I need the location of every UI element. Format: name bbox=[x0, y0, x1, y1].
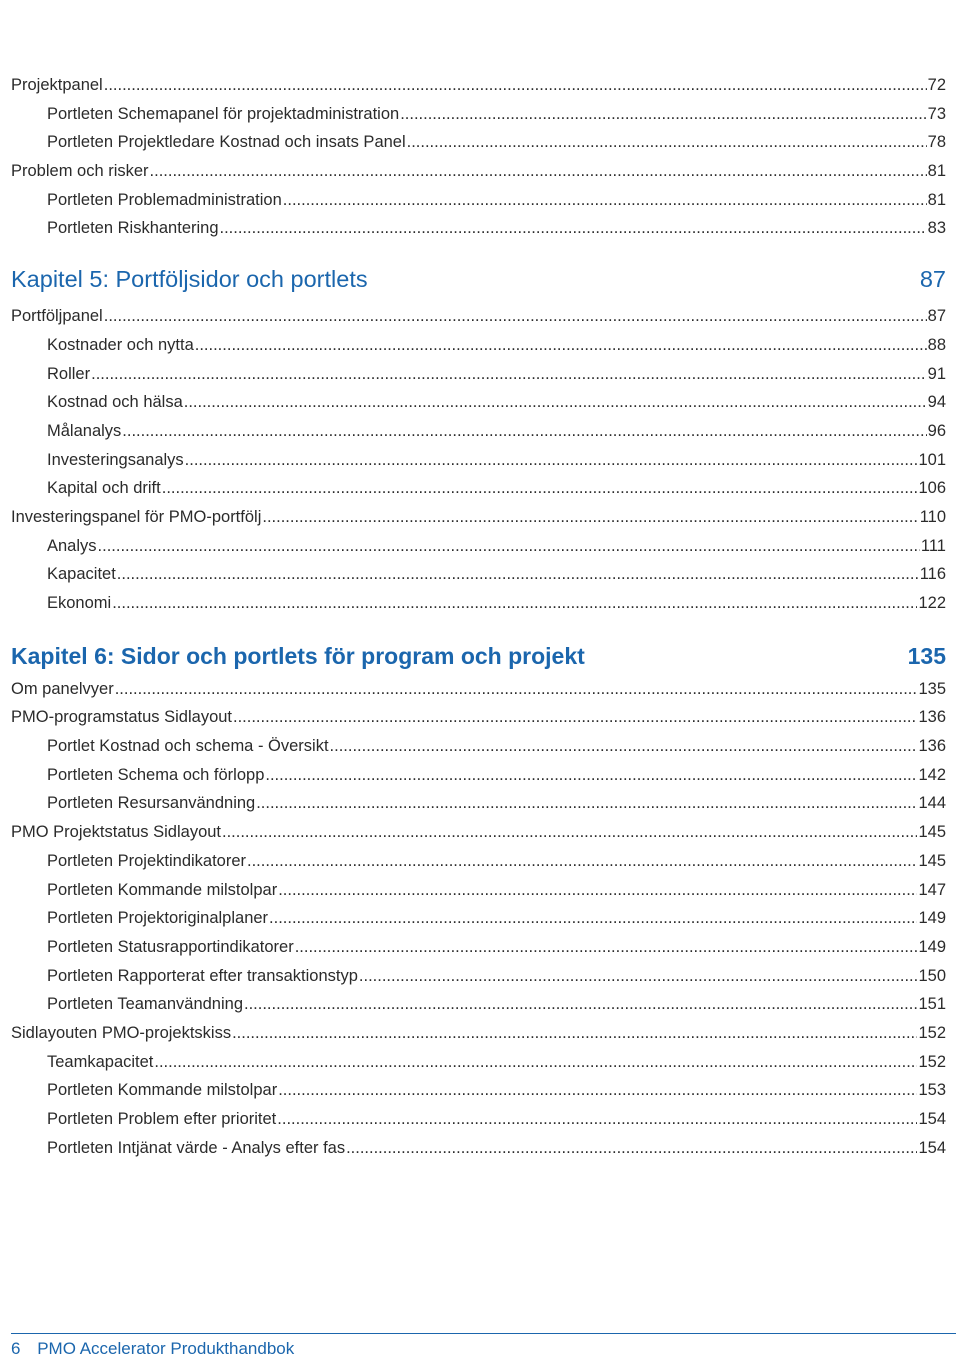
toc-entry[interactable] bbox=[11, 422, 946, 451]
dot-leader bbox=[256, 794, 917, 813]
toc-entry-page: 147 bbox=[918, 880, 946, 899]
toc-entry-label: Analys bbox=[47, 536, 97, 555]
toc-entry-label: Kostnad och hälsa bbox=[47, 393, 183, 412]
toc-entry-page: 83 bbox=[927, 219, 946, 238]
dot-leader bbox=[265, 766, 917, 785]
toc-entry[interactable] bbox=[11, 1110, 946, 1139]
dot-leader bbox=[112, 594, 917, 613]
toc-entry-label: Portlet Kostnad och schema - Översikt bbox=[47, 737, 329, 756]
chapter-title: Kapitel 5: Portföljsidor och portlets bbox=[11, 266, 368, 293]
toc-entry-label: Portleten Projektindikatorer bbox=[47, 851, 247, 870]
toc-entry[interactable] bbox=[11, 594, 946, 623]
dot-leader bbox=[98, 537, 920, 556]
toc-entry[interactable] bbox=[11, 133, 946, 162]
footer-title: PMO Accelerator Produkthandbok bbox=[37, 1339, 295, 1358]
toc-entry-page: 154 bbox=[918, 1138, 946, 1157]
dot-leader bbox=[162, 479, 918, 498]
toc-entry[interactable] bbox=[11, 852, 946, 881]
toc-group-chapter-6 bbox=[11, 680, 946, 1168]
dot-leader bbox=[359, 967, 918, 986]
toc-entry[interactable] bbox=[11, 995, 946, 1024]
dot-leader bbox=[220, 219, 927, 238]
toc-entry-label: Portleten Kommande milstolpar bbox=[47, 880, 278, 899]
toc-entry[interactable] bbox=[11, 823, 946, 852]
toc-entry-label: Om panelvyer bbox=[11, 679, 114, 698]
chapter-page: 135 bbox=[907, 642, 946, 669]
dot-leader bbox=[232, 1024, 917, 1043]
toc-entry-label: Kostnader och nytta bbox=[47, 335, 194, 354]
dot-leader bbox=[283, 191, 927, 210]
toc-entry-page: 151 bbox=[918, 995, 946, 1014]
toc-entry[interactable] bbox=[11, 336, 946, 365]
toc-entry-label: Portleten Rapporterat efter transaktionstyp bbox=[47, 966, 358, 985]
dot-leader bbox=[115, 680, 918, 699]
toc-entry-page: 111 bbox=[920, 536, 946, 555]
toc-entry-label: Portleten Intjänat värde - Analys efter fas bbox=[47, 1138, 346, 1157]
toc-entry-label: Investeringsanalys bbox=[47, 450, 184, 469]
dot-leader bbox=[117, 565, 919, 584]
dot-leader bbox=[154, 1053, 917, 1072]
toc-entry[interactable] bbox=[11, 393, 946, 422]
toc-entry-label: Portleten Problem efter prioritet bbox=[47, 1110, 277, 1128]
toc-entry-page: 152 bbox=[918, 1023, 946, 1042]
dot-leader bbox=[233, 708, 917, 727]
toc-entry-label: Portföljpanel bbox=[11, 307, 103, 326]
toc-entry-page: 91 bbox=[927, 364, 946, 383]
toc-entry[interactable] bbox=[11, 881, 946, 910]
toc-entry[interactable] bbox=[11, 794, 946, 823]
toc-entry-label: Portleten Schema och förlopp bbox=[47, 765, 265, 784]
toc-entry-label: Portleten Teamanvändning bbox=[47, 995, 244, 1014]
toc-entry-page: 136 bbox=[918, 737, 946, 756]
toc-entry-page: 150 bbox=[918, 966, 946, 985]
toc-entry-page: 145 bbox=[918, 851, 946, 870]
toc-entry-page: 106 bbox=[918, 479, 946, 498]
toc-entry-label: Portleten Projektoriginalplaner bbox=[47, 909, 269, 928]
dot-leader bbox=[262, 508, 918, 527]
footer-page-number: 6 bbox=[11, 1339, 21, 1358]
dot-leader bbox=[104, 76, 927, 95]
toc-entry-label: Portleten Kommande milstolpar bbox=[47, 1081, 278, 1100]
toc-entry[interactable] bbox=[11, 451, 946, 480]
toc-entry-page: 78 bbox=[927, 133, 946, 152]
toc-entry-page: 73 bbox=[927, 104, 946, 123]
dot-leader bbox=[185, 451, 918, 470]
toc-entry-label: PMO Projektstatus Sidlayout bbox=[11, 823, 222, 842]
toc-entry[interactable] bbox=[11, 508, 946, 537]
toc-entry-page: 142 bbox=[918, 765, 946, 784]
toc-entry-page: 153 bbox=[918, 1081, 946, 1100]
toc-entry-page: 88 bbox=[927, 335, 946, 354]
toc-entry[interactable] bbox=[11, 1139, 946, 1168]
toc-entry-page: 101 bbox=[918, 450, 946, 469]
chapter-5-heading[interactable] bbox=[11, 266, 946, 293]
toc-entry-page: 87 bbox=[927, 307, 946, 326]
dot-leader bbox=[346, 1139, 917, 1158]
toc-entry[interactable] bbox=[11, 479, 946, 508]
toc-entry-label: Sidlayouten PMO-projektskiss bbox=[11, 1023, 232, 1042]
toc-entry-label: Portleten Problemadministration bbox=[47, 190, 282, 209]
dot-leader bbox=[104, 307, 927, 326]
toc-group-chapter-5 bbox=[11, 307, 946, 623]
toc-entry[interactable] bbox=[11, 938, 946, 967]
toc-entry-page: 116 bbox=[919, 565, 946, 584]
dot-leader bbox=[122, 422, 926, 441]
dot-leader bbox=[195, 336, 927, 355]
toc-entry[interactable] bbox=[11, 162, 946, 191]
toc-entry-page: 149 bbox=[918, 937, 946, 956]
toc-entry[interactable] bbox=[11, 76, 946, 105]
dot-leader bbox=[400, 105, 926, 124]
toc-entry[interactable] bbox=[11, 565, 946, 594]
dot-leader bbox=[150, 162, 927, 181]
dot-leader bbox=[295, 938, 918, 957]
toc-entry[interactable] bbox=[11, 737, 946, 766]
toc-entry-page: 96 bbox=[927, 421, 946, 440]
chapter-page: 87 bbox=[919, 266, 946, 293]
dot-leader bbox=[407, 133, 927, 152]
toc-entry-label: Problem och risker bbox=[11, 162, 149, 181]
toc-entry[interactable] bbox=[11, 1053, 946, 1082]
toc-entry[interactable] bbox=[11, 967, 946, 996]
toc-entry[interactable] bbox=[11, 307, 946, 336]
toc-entry[interactable] bbox=[11, 105, 946, 134]
toc-entry-page: 81 bbox=[927, 162, 946, 181]
toc-entry[interactable] bbox=[11, 909, 946, 938]
dot-leader bbox=[278, 881, 917, 900]
toc-entry-page: 122 bbox=[918, 594, 946, 612]
toc-entry-page: 72 bbox=[927, 76, 946, 94]
chapter-title: Kapitel 6: Sidor och portlets för program och projekt bbox=[11, 642, 585, 669]
toc-entry-label: Portleten Resursanvändning bbox=[47, 794, 256, 813]
toc-entry-label: Kapital och drift bbox=[47, 479, 161, 498]
toc-entry[interactable] bbox=[11, 365, 946, 394]
toc-entry[interactable] bbox=[11, 708, 946, 737]
toc-entry[interactable] bbox=[11, 1024, 946, 1053]
toc-entry[interactable] bbox=[11, 219, 946, 248]
table-of-contents bbox=[11, 76, 946, 1167]
dot-leader bbox=[91, 365, 927, 384]
toc-entry-page: 144 bbox=[918, 794, 946, 813]
toc-entry-page: 81 bbox=[927, 190, 946, 209]
toc-entry-label: Kapacitet bbox=[47, 565, 116, 584]
toc-entry[interactable] bbox=[11, 1081, 946, 1110]
toc-entry-page: 94 bbox=[927, 393, 946, 412]
dot-leader bbox=[330, 737, 918, 756]
toc-entry-page: 145 bbox=[918, 823, 946, 842]
toc-entry-label: PMO-programstatus Sidlayout bbox=[11, 708, 233, 727]
toc-entry[interactable] bbox=[11, 680, 946, 709]
toc-entry-label: Portleten Schemapanel för projektadministration bbox=[47, 104, 400, 123]
toc-entry-label: Portleten Statusrapportindikatorer bbox=[47, 937, 294, 956]
dot-leader bbox=[184, 393, 927, 412]
dot-leader bbox=[277, 1110, 917, 1129]
toc-entry-page: 135 bbox=[918, 679, 946, 698]
toc-entry-page: 154 bbox=[918, 1110, 946, 1128]
chapter-6-heading[interactable] bbox=[11, 643, 946, 670]
toc-group-top bbox=[11, 76, 946, 248]
toc-entry[interactable] bbox=[11, 766, 946, 795]
toc-entry-label: Portleten Projektledare Kostnad och insats Panel bbox=[47, 133, 406, 152]
toc-entry-label: Målanalys bbox=[47, 421, 122, 440]
toc-entry-label: Roller bbox=[47, 364, 91, 383]
toc-entry-page: 152 bbox=[918, 1052, 946, 1071]
toc-entry-label: Projektpanel bbox=[11, 76, 103, 94]
dot-leader bbox=[222, 823, 917, 842]
toc-entry-label: Teamkapacitet bbox=[47, 1052, 154, 1071]
toc-entry-label: Investeringspanel för PMO-portfölj bbox=[11, 507, 262, 526]
dot-leader bbox=[269, 909, 917, 928]
dot-leader bbox=[247, 852, 917, 871]
toc-entry-page: 136 bbox=[918, 708, 946, 727]
toc-entry-label: Ekonomi bbox=[47, 594, 112, 612]
toc-entry[interactable] bbox=[11, 537, 946, 566]
dot-leader bbox=[244, 995, 917, 1014]
toc-entry-page: 110 bbox=[919, 507, 946, 526]
toc-entry-label: Portleten Riskhantering bbox=[47, 219, 219, 238]
toc-entry-page: 149 bbox=[918, 909, 946, 928]
dot-leader bbox=[278, 1081, 917, 1100]
page-footer bbox=[11, 1333, 956, 1359]
toc-entry[interactable] bbox=[11, 191, 946, 220]
